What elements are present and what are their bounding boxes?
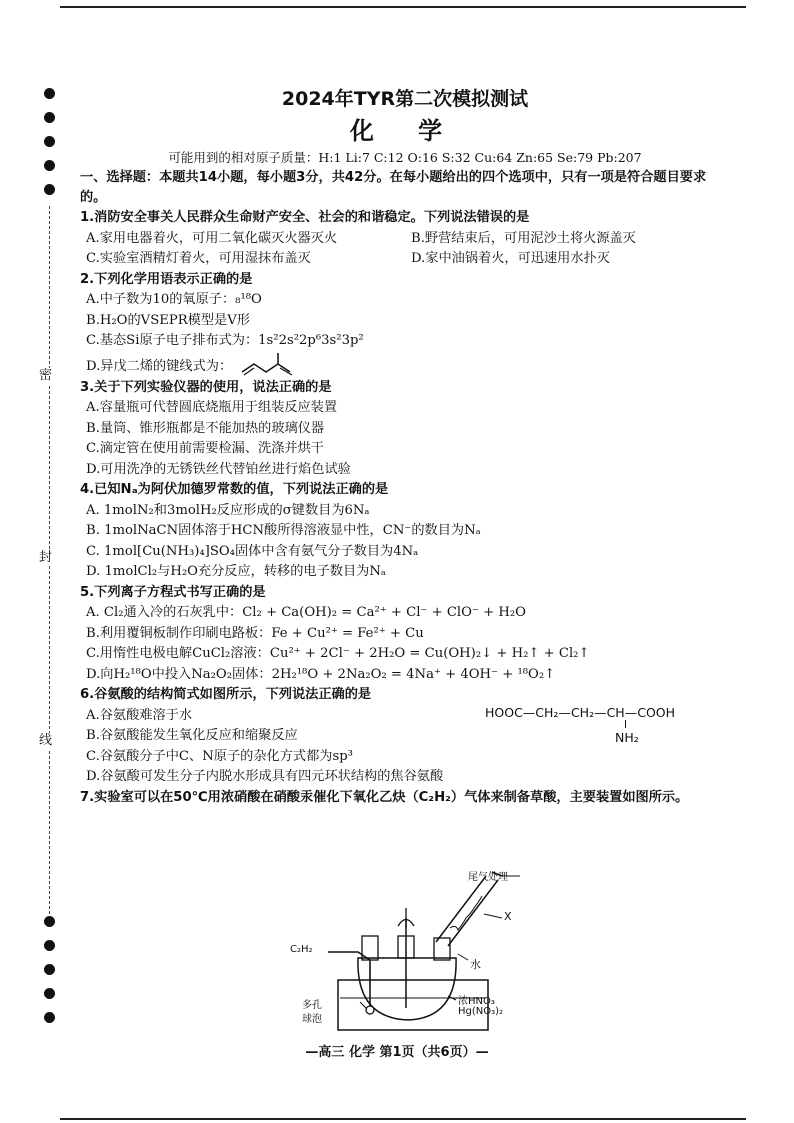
label-bubbler-2: 球泡: [302, 1014, 322, 1025]
label-x: X: [504, 910, 512, 923]
option-d: D.谷氨酸可发生分子内脱水形成具有四元环状结构的焦谷氨酸: [86, 769, 444, 784]
question-1: [80, 208, 730, 270]
question-stem: 5.下列离子方程式书写正确的是: [80, 584, 266, 600]
question-3: [80, 378, 730, 481]
label-water: 水: [470, 958, 481, 971]
isoprene-skeletal-formula: [238, 352, 318, 378]
option-d: D.可用洗净的无锈铁丝代替铂丝进行焰色试验: [86, 461, 351, 477]
option-a: A.家用电器着火，可用二氧化碳灭火器灭火: [86, 230, 338, 246]
question-stem: 6.谷氨酸的结构简式如图所示，下列说法正确的是: [80, 687, 372, 702]
binding-margin: [38, 88, 62, 1038]
option-d: D.异戊二烯的键线式为：: [86, 359, 233, 374]
binding-dot: [44, 916, 55, 927]
option-b: B.利用覆铜板制作印刷电路板：Fe + Cu²⁺ = Fe²⁺ + Cu: [86, 625, 424, 641]
option-b: B.H₂O的VSEPR模型是V形: [86, 312, 250, 328]
option-d-row: [80, 352, 730, 378]
option-d: D.向H₂¹⁸O中投入Na₂O₂固体：2H₂¹⁸O + 2Na₂O₂ = 4Na⁺ + 4OH⁻ + ¹⁸O₂↑: [86, 666, 556, 682]
binding-dot: [44, 988, 55, 999]
glutamic-acid-structure: [485, 703, 705, 747]
option-d: D.家中油锅着火，可迅速用水扑灭: [411, 251, 610, 266]
label-c2h2: C₂H₂: [290, 944, 313, 955]
exam-title: 2024年TYR第二次模拟测试: [281, 88, 529, 110]
option-c: C. 1mol[Cu(NH₃)₄]SO₄固体中含有氨气分子数目为4Nₐ: [86, 543, 419, 559]
option-a: A. Cl₂通入冷的石灰乳中：Cl₂ + Ca(OH)₂ = Ca²⁺ + Cl⁻ + ClO⁻ + H₂O: [86, 605, 526, 620]
question-5: [80, 583, 730, 686]
subject-title: 化 学: [349, 117, 461, 145]
label-bubbler-1: 多孔: [302, 1000, 322, 1011]
binding-dot: [44, 88, 55, 99]
question-4: [80, 480, 730, 583]
option-a: A.容量瓶可代替圆底烧瓶用于组装反应装置: [86, 400, 338, 415]
binding-dot: [44, 1012, 55, 1023]
binding-dot: [44, 184, 55, 195]
label-hno3: 浓HNO₃: [458, 996, 495, 1007]
page-footer: —高三 化学 第1页（共6页）—: [305, 1045, 489, 1060]
binding-mark-mi: 密: [39, 368, 53, 383]
question-6: [80, 685, 730, 788]
option-b: B.谷氨酸能发生氧化反应和缩聚反应: [86, 728, 298, 743]
option-c: C.实验室酒精灯着火，可用湿抹布盖灭: [86, 251, 311, 266]
structure-main-chain: HOOC—CH₂—CH₂—CH—COOH: [485, 705, 676, 720]
exam-content: [80, 86, 730, 808]
binding-mark-feng: 封: [39, 550, 53, 565]
option-a: A. 1molN₂和3molH₂反应形成的σ键数目为6Nₐ: [86, 502, 370, 518]
question-stem: 2.下列化学用语表示正确的是: [80, 271, 253, 287]
question-stem: 4.已知Nₐ为阿伏加德罗常数的值，下列说法正确的是: [80, 482, 389, 497]
option-d: D. 1molCl₂与H₂O充分反应，转移的电子数目为Nₐ: [86, 564, 386, 579]
label-tail-gas: 尾气处理: [468, 872, 508, 883]
section-heading: 一、选择题：本题共14小题，每小题3分，共42分。在每小题给出的四个选项中，只有一项是符合题目要求的。: [80, 170, 707, 205]
option-c: C.滴定管在使用前需要检漏、洗涤并烘干: [86, 441, 324, 456]
binding-dot: [44, 964, 55, 975]
binding-dot: [44, 940, 55, 951]
question-2: [80, 270, 730, 378]
binding-mark-xian: 线: [39, 733, 53, 748]
structure-amino: NH₂: [615, 730, 639, 745]
bottom-rule: [60, 1118, 746, 1120]
option-b: B. 1molNaCN固体溶于HCN酸所得溶液显中性，CN⁻的数目为Nₐ: [86, 523, 481, 538]
label-hg-nitrate: Hg(NO₃)₂: [458, 1006, 504, 1017]
option-c: C.谷氨酸分子中C、N原子的杂化方式都为sp³: [86, 748, 353, 764]
question-7: [80, 788, 730, 809]
option-b: B.野营结束后，可用泥沙土将火源盖灭: [411, 230, 636, 246]
option-c: C.用惰性电极电解CuCl₂溶液：Cu²⁺ + 2Cl⁻ + 2H₂O = Cu(OH)₂↓ + H₂↑ + Cl₂↑: [86, 646, 590, 661]
top-rule: [60, 6, 746, 8]
option-a: A.谷氨酸难溶于水: [86, 707, 193, 723]
question-stem: 1.消防安全事关人民群众生命财产安全、社会的和谐稳定。下列说法错误的是: [80, 210, 530, 225]
atomic-masses: 可能用到的相对原子质量：H:1 Li:7 C:12 O:16 S:32 Cu:64 Zn:65 Se:79 Pb:207: [168, 150, 642, 165]
apparatus-diagram: [288, 868, 538, 1038]
structure-bond: [625, 720, 626, 728]
option-b: B.量筒、锥形瓶都是不能加热的玻璃仪器: [86, 420, 325, 436]
binding-dot: [44, 136, 55, 147]
binding-dot: [44, 160, 55, 171]
option-c: C.基态Si原子电子排布式为：1s²2s²2p⁶3s²3p²: [86, 333, 364, 348]
question-stem: 7.实验室可以在50℃用浓硝酸在硝酸汞催化下氧化乙炔（C₂H₂）气体来制备草酸，主要装置如图所示。: [80, 789, 689, 805]
option-a: A.中子数为10的氧原子：₈¹⁸O: [86, 292, 262, 307]
question-stem: 3.关于下列实验仪器的使用，说法正确的是: [80, 379, 332, 395]
binding-dot: [44, 112, 55, 123]
